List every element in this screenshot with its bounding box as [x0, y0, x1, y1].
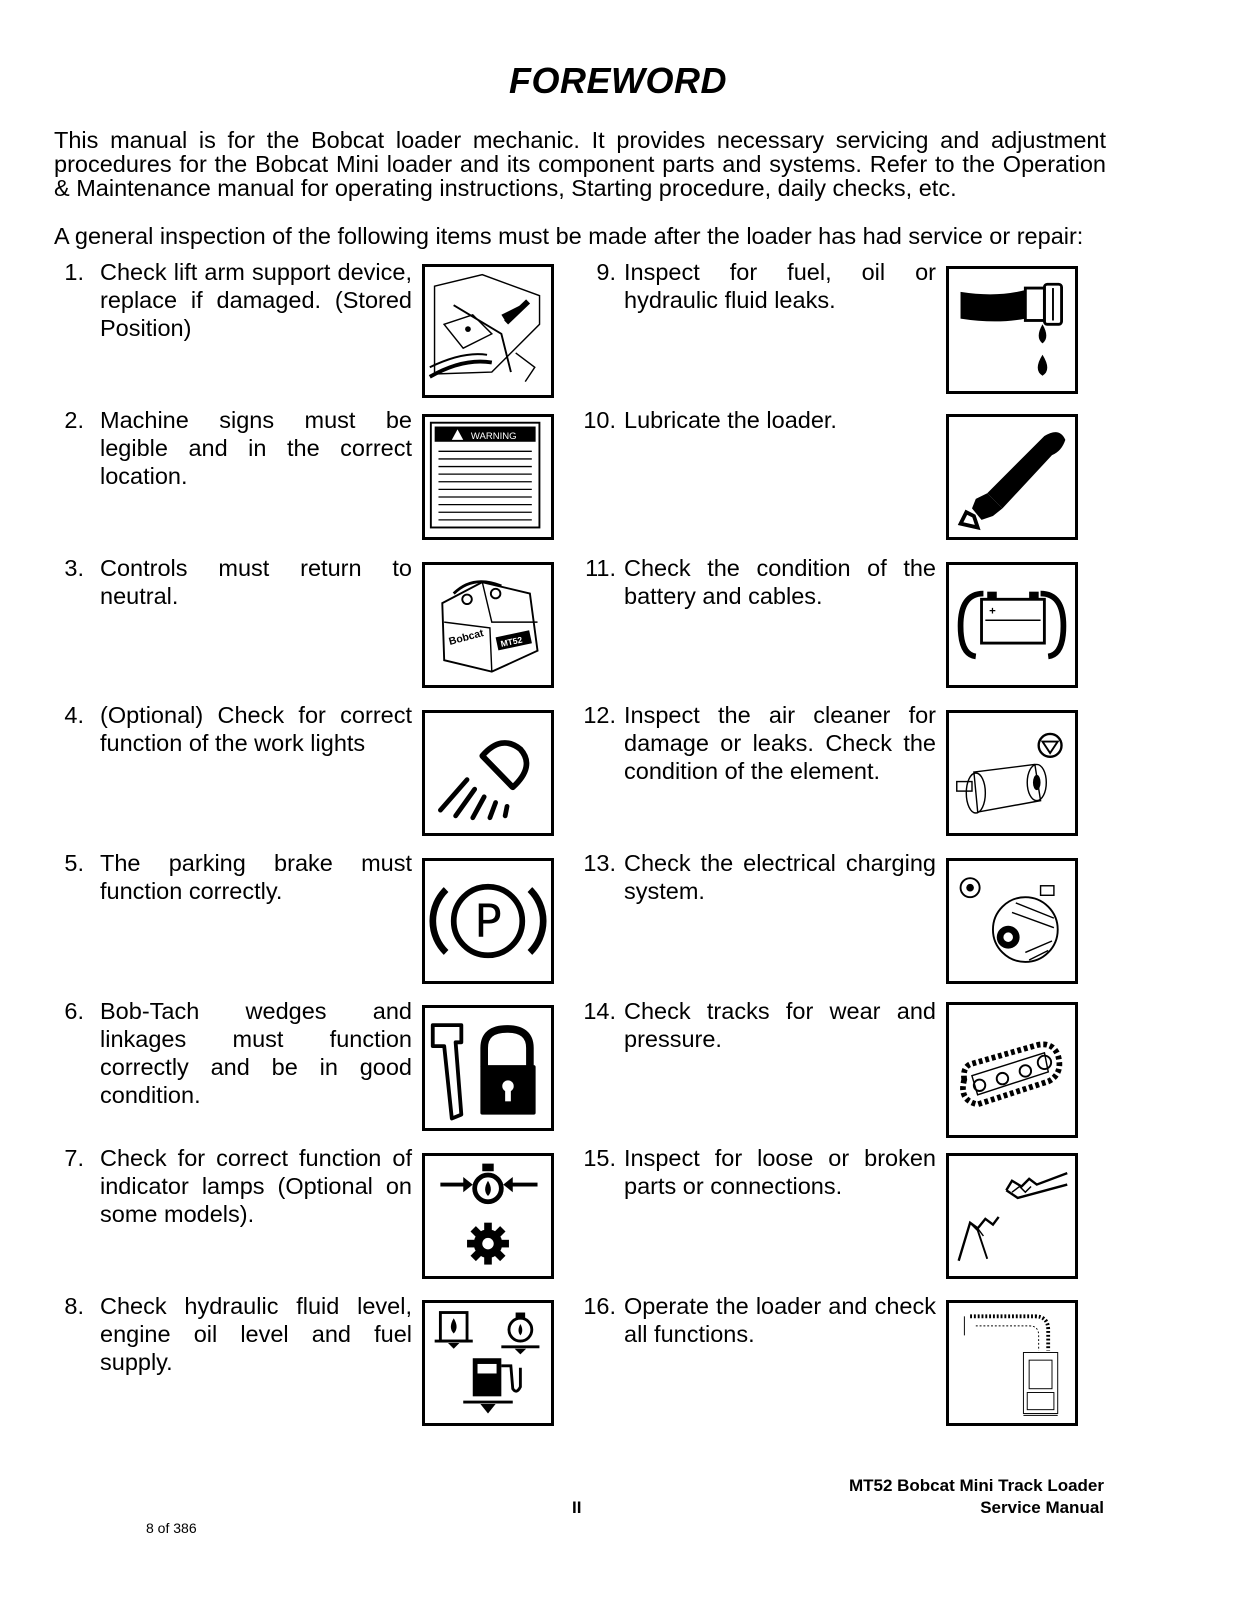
- item-text: The parking brake must function correctly.: [100, 850, 412, 904]
- item-text: Check the electrical charging system.: [624, 850, 936, 904]
- item-text: Inspect for fuel, oil or hydraulic fluid leaks.: [624, 259, 936, 313]
- grease-gun-icon: [946, 414, 1078, 540]
- item-number: 11.: [585, 555, 616, 581]
- item-text: Machine signs must be legible and in the correct location.: [100, 407, 412, 489]
- broken-parts-icon: [946, 1153, 1078, 1279]
- item-text: Inspect for loose or broken parts or connections.: [624, 1145, 936, 1199]
- operate-loader-icon: [946, 1300, 1078, 1426]
- item-text: Check the condition of the battery and cables.: [624, 555, 936, 609]
- item-text: Check lift arm support device, replace if damaged. (Stored Position): [100, 259, 412, 341]
- intro-paragraph: This manual is for the Bobcat loader mechanic. It provides necessary servicing and adjustment procedures for the Bobcat Mini loader and its component parts and systems. Refer to the Operation & Maintenance manual for operating instructions, Starting procedure, daily checks, etc.: [54, 127, 1106, 201]
- item-text: Check for correct function of indicator lamps (Optional on some models).: [100, 1145, 412, 1227]
- item-number: 12.: [583, 702, 616, 728]
- item-text: Check hydraulic fluid level, engine oil level and fuel supply.: [100, 1293, 412, 1375]
- page-title: FOREWORD: [509, 60, 727, 101]
- item-number: 7.: [64, 1145, 84, 1171]
- air-cleaner-icon: [946, 710, 1078, 836]
- item-number: 13.: [583, 850, 616, 876]
- warning-sign-icon: [422, 414, 554, 540]
- item-number: 10.: [583, 407, 616, 433]
- parking-label: P: [474, 895, 502, 949]
- inspection-intro: A general inspection of the following items must be made after the loader has had service or repair:: [54, 223, 1084, 249]
- svg-text:+: +: [989, 605, 996, 618]
- page-counter: 8 of 386: [146, 1520, 197, 1536]
- footer-product: MT52 Bobcat Mini Track Loader: [848, 1476, 1104, 1495]
- battery-icon: [946, 562, 1078, 688]
- work-light-icon: [422, 710, 554, 836]
- item-number: 8.: [64, 1293, 84, 1319]
- item-number: 14.: [583, 998, 616, 1024]
- item-text: Check tracks for wear and pressure.: [624, 998, 936, 1052]
- indicator-lamps-icon: [422, 1153, 554, 1279]
- fluid-leak-icon: [946, 266, 1078, 394]
- item-text: Operate the loader and check all functions.: [624, 1293, 936, 1347]
- item-number: 4.: [64, 702, 84, 728]
- lift-arm-support-icon: [422, 264, 554, 398]
- model-label: MT52: [499, 634, 524, 649]
- item-number: 1.: [64, 259, 84, 285]
- footer-page-roman: II: [572, 1498, 582, 1517]
- item-number: 9.: [596, 259, 616, 285]
- bobcat-label: Bobcat: [447, 628, 485, 648]
- warning-label: WARNING: [470, 430, 517, 442]
- item-number: 3.: [64, 555, 84, 581]
- item-text: Inspect the air cleaner for damage or leaks. Check the condition of the element.: [624, 702, 936, 784]
- track-icon: [946, 1002, 1078, 1138]
- item-number: 16.: [583, 1293, 616, 1319]
- fluid-levels-icon: [422, 1300, 554, 1426]
- item-number: 2.: [64, 407, 84, 433]
- item-text: Bob-Tach wedges and linkages must function correctly and be in good condition.: [100, 998, 412, 1108]
- parking-brake-icon: [422, 858, 554, 984]
- item-text: Controls must return to neutral.: [100, 555, 412, 609]
- item-number: 6.: [64, 998, 84, 1024]
- loader-controls-icon: [422, 562, 554, 688]
- item-text: (Optional) Check for correct function of the work lights: [100, 702, 412, 756]
- item-text: Lubricate the loader.: [624, 407, 837, 433]
- wedge-lock-icon: [422, 1005, 554, 1131]
- footer-manual: Service Manual: [980, 1498, 1104, 1517]
- alternator-icon: [946, 858, 1078, 984]
- item-number: 15.: [583, 1145, 616, 1171]
- item-number: 5.: [64, 850, 84, 876]
